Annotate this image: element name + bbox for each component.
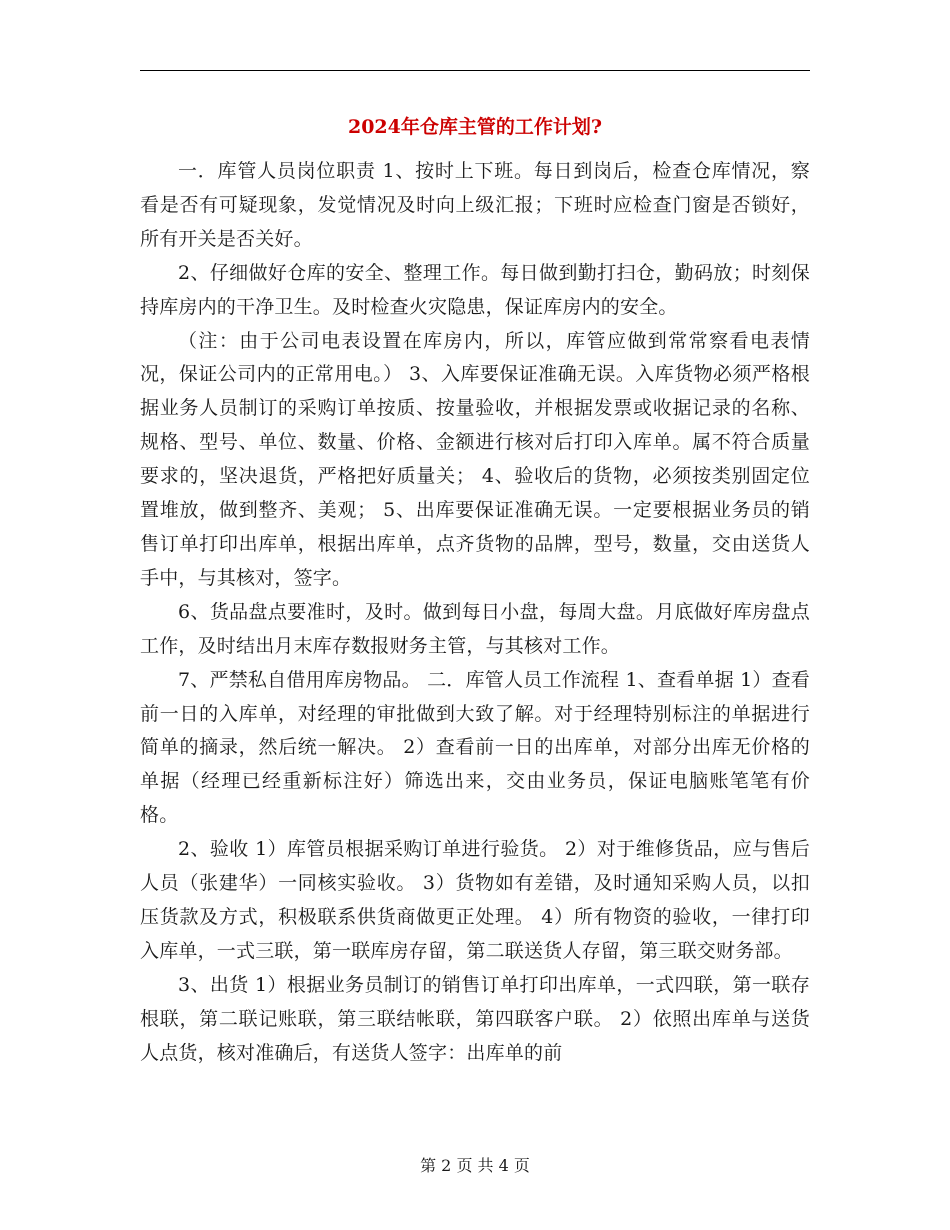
paragraph: 6、货品盘点要准时，及时。做到每日小盘，每周大盘。月底做好库房盘点工作，及时结出月末库存数报财务主管，与其核对工作。	[140, 600, 810, 657]
paragraph: 一．库管人员岗位职责 1、按时上下班。每日到岗后，检查仓库情况，察看是否有可疑现象，发觉情况及时向上级汇报；下班时应检查门窗是否锁好，所有开关是否关好。	[140, 160, 810, 250]
paragraph: 2、仔细做好仓库的安全、整理工作。每日做到勤打扫仓，勤码放；时刻保持库房内的干净卫生。及时检查火灾隐患，保证库房内的安全。	[140, 261, 810, 318]
header-rule	[140, 70, 810, 71]
document-title: 2024年仓库主管的工作计划?	[347, 116, 602, 138]
paragraph: 3、出货 1）根据业务员制订的销售订单打印出库单，一式四联，第一联存根联，第二联记账联，第三联结帐联，第四联客户联。 2）依照出库单与送货人点货，核对准确后，有送货人签字：出库单的前	[140, 973, 810, 1064]
paragraph: 2、验收 1）库管员根据采购订单进行验货。 2）对于维修货品，应与售后人员（张建华）一同核实验收。 3）货物如有差错，及时通知采购人员，以扣压货款及方式，积极联系供货商做更正处理。 4）所有物资的验收，一律打印入库单，一式三联，第一联库房存留，第二联送货人存留，第三联交财务部。	[140, 838, 810, 962]
paragraph: 7、严禁私自借用库房物品。 二．库管人员工作流程 1、查看单据 1）查看前一日的入库单，对经理的审批做到大致了解。对于经理特别标注的单据进行简单的摘录，然后统一解决。 2）查看前一日的出库单，对部分出库无价格的单据（经理已经重新标注好）筛选出来，交由业务员，保证电脑账笔笔有价格。	[140, 668, 810, 827]
page-number-footer: 第 2 页 共 4 页	[420, 1156, 530, 1175]
paragraph: （注：由于公司电表设置在库房内，所以，库管应做到常常察看电表情况，保证公司内的正常用电。） 3、入库要保证准确无误。入库货物必须严格根据业务人员制订的采购订单按质、按量验收，并根据发票或收据记录的名称、规格、型号、单位、数量、价格、金额进行核对后打印入库单。属不符合质量要求的，坚决退货，严格把好质量关； 4、验收后的货物，必须按类别固定位置堆放，做到整齐、美观； 5、出库要保证准确无误。一定要根据业务员的销售订单打印出库单，根据出库单，点齐货物的品牌，型号，数量，交由送货人手中，与其核对，签字。	[140, 329, 810, 589]
document-body	[140, 155, 810, 1070]
